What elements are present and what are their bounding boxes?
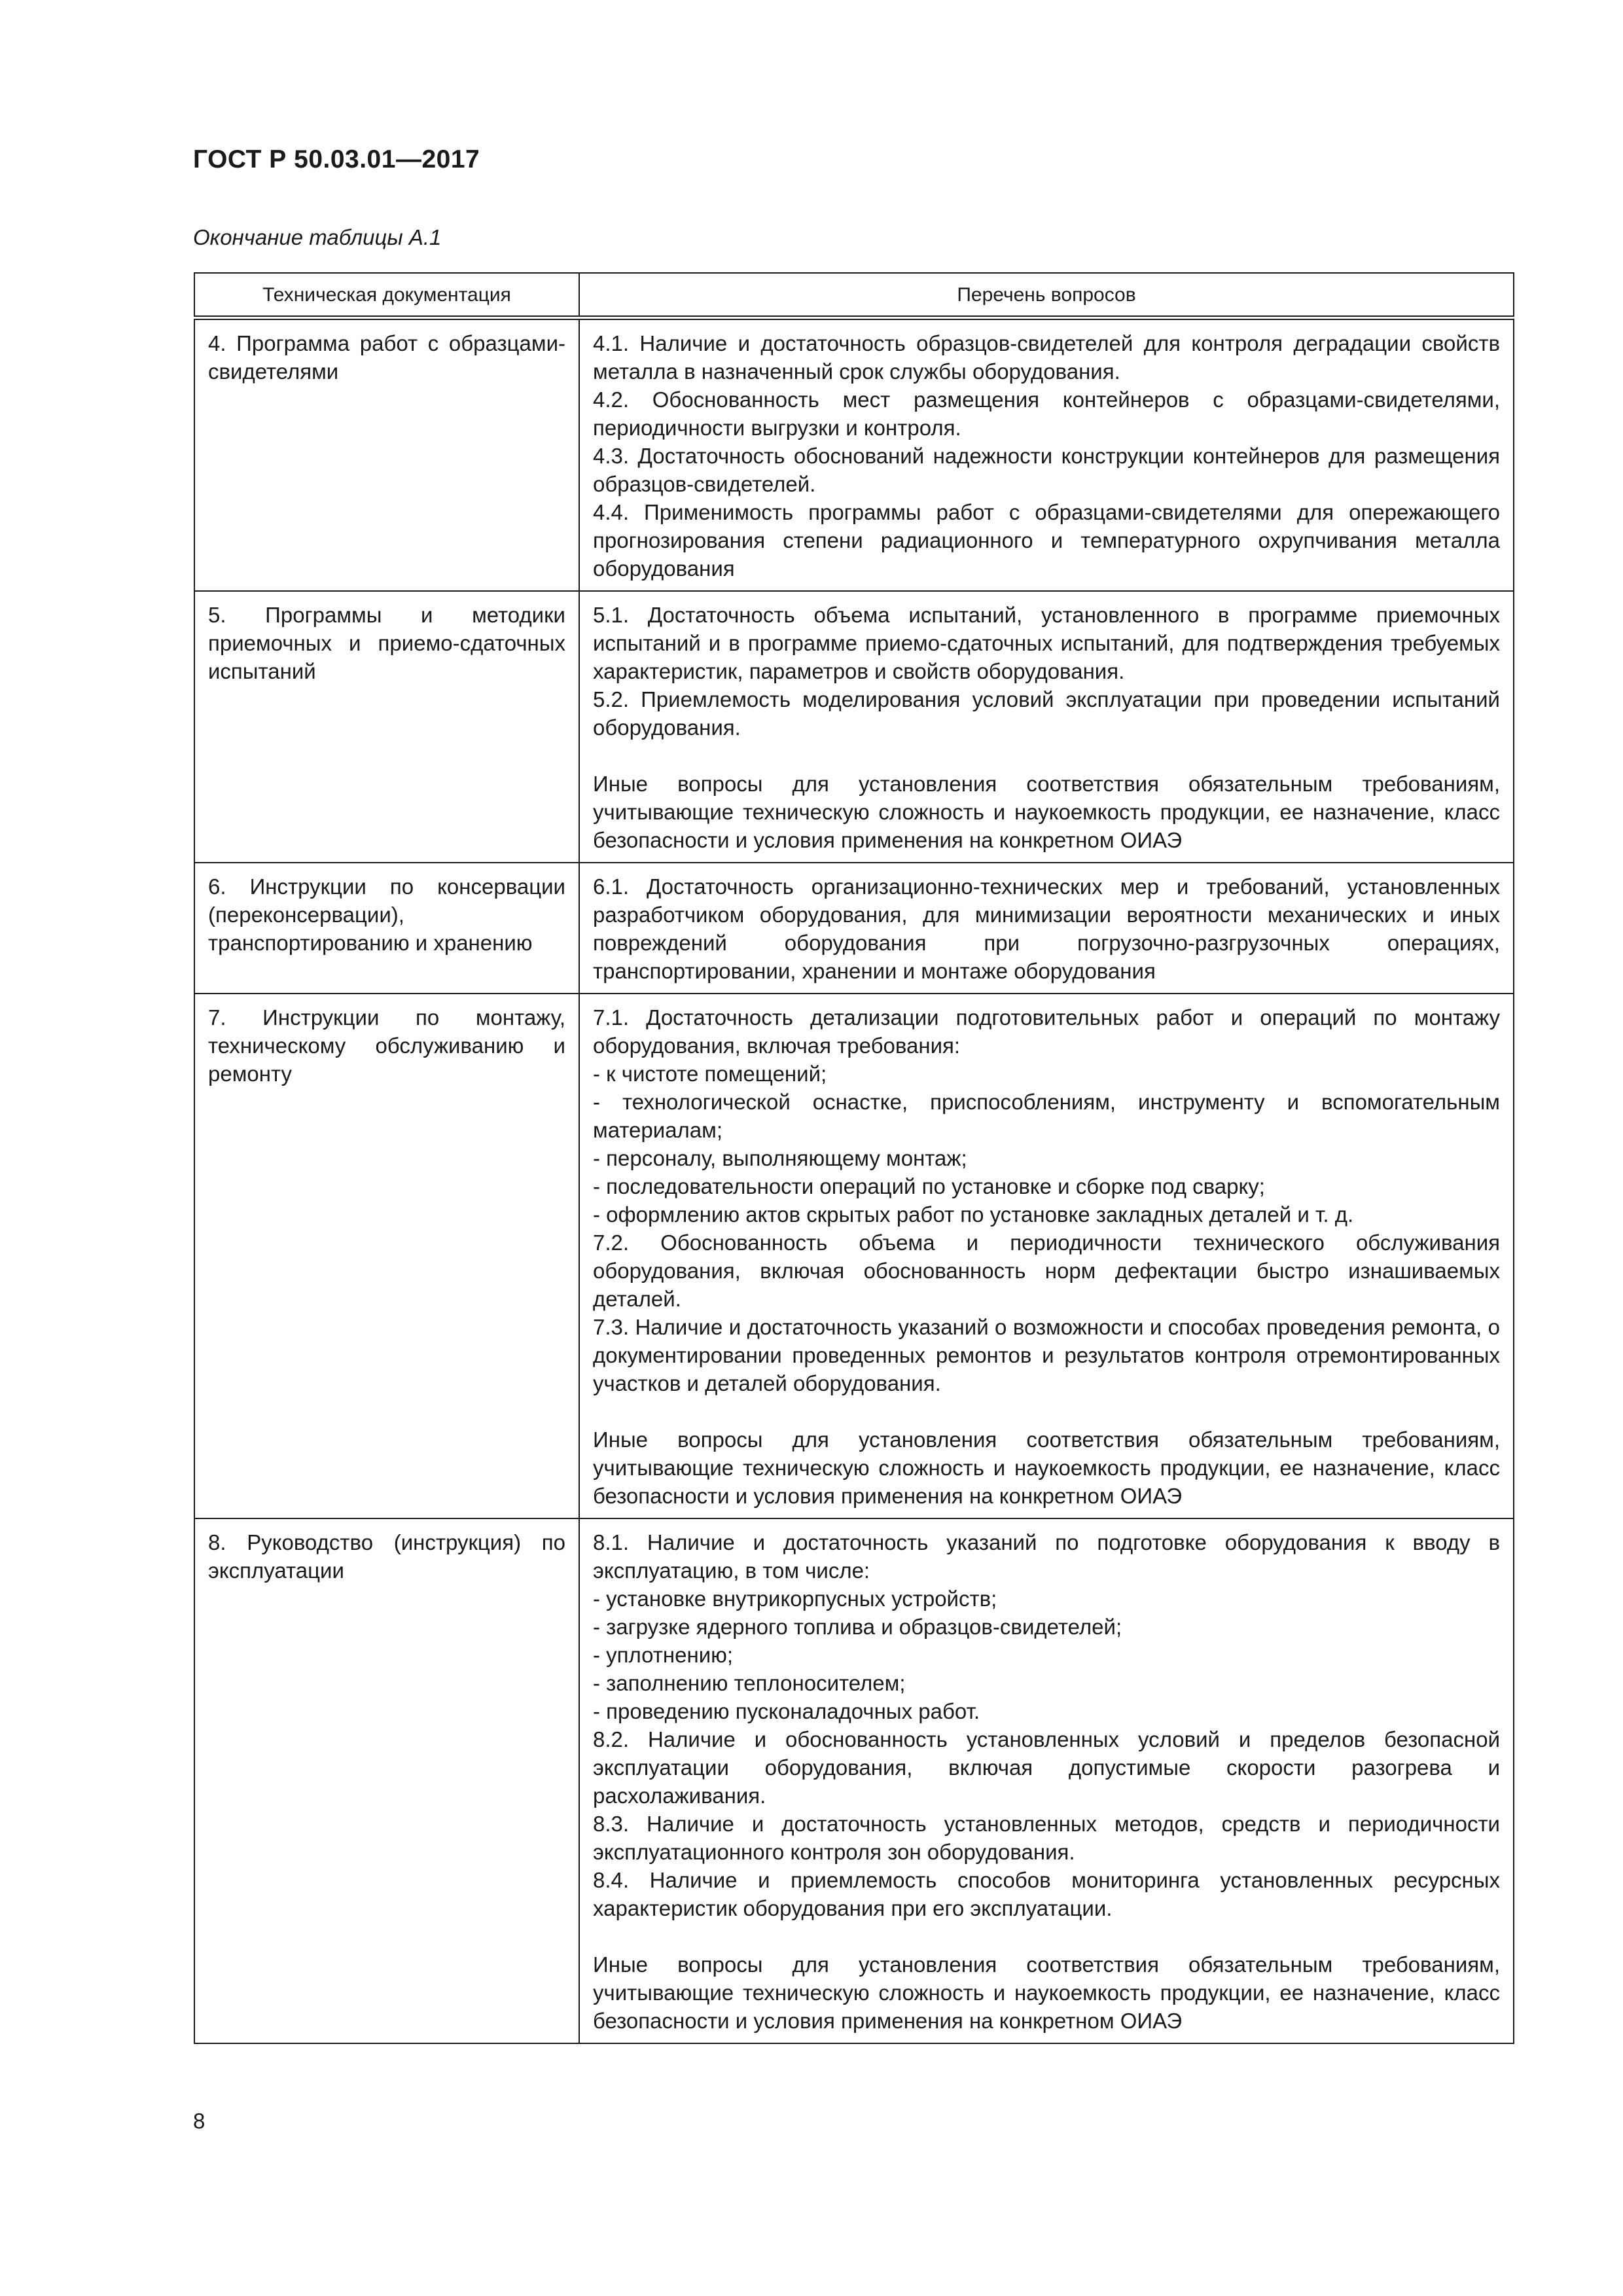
doc-cell: 6. Инструкции по консервации (переконсервации), транспортированию и хранению: [194, 863, 579, 994]
doc-cell: 4. Программа работ с образцами-свидетелями: [194, 318, 579, 592]
question-subitem: - персоналу, выполняющему монтаж;: [593, 1146, 967, 1170]
question-item: 7.3. Наличие и достаточность указаний о возможности и способах проведения ремонта, о документировании проведенных ремонтов и результатов контроля отремонтированных участков и деталей оборудования.: [593, 1315, 1500, 1395]
other-questions-note: Иные вопросы для установления соответствия обязательным требованиям, учитывающие техническую сложность и наукоемкость продукции, ее назначение, класс безопасности и условия применения на конкретном ОИАЭ: [593, 772, 1500, 852]
document-code: ГОСТ Р 50.03.01—2017: [193, 145, 480, 173]
paragraph-gap: [593, 742, 1500, 770]
question-item: 7.2. Обоснованность объема и периодичности технического обслуживания оборудования, включая обоснованность норм дефектации быстро изнашиваемых деталей.: [593, 1230, 1500, 1311]
question-item: 8.2. Наличие и обоснованность установленных условий и пределов безопасной эксплуатации оборудования, включая допустимые скорости разогрева и расхолаживания.: [593, 1727, 1500, 1808]
paragraph-gap: [593, 1922, 1500, 1950]
other-questions-note: Иные вопросы для установления соответствия обязательным требованиям, учитывающие техническую сложность и наукоемкость продукции, ее назначение, класс безопасности и условия применения на конкретном ОИАЭ: [593, 1952, 1500, 2033]
table-header-row: [194, 273, 1514, 318]
questions-cell: [579, 863, 1514, 994]
question-subitem: - загрузке ядерного топлива и образцов-свидетелей;: [593, 1615, 1122, 1639]
doc-cell: 5. Программы и методики приемочных и приемо-сдаточных испытаний: [194, 591, 579, 863]
table-row: [194, 318, 1514, 592]
doc-cell: 7. Инструкции по монтажу, техническому обслуживанию и ремонту: [194, 994, 579, 1518]
question-item: 4.1. Наличие и достаточность образцов-свидетелей для контроля деградации свойств металла в назначенный срок службы оборудования.: [593, 331, 1500, 384]
question-item: 8.3. Наличие и достаточность установленных методов, средств и периодичности эксплуатационного контроля зон оборудования.: [593, 1812, 1500, 1864]
question-item: 4.4. Применимость программы работ с образцами-свидетелями для опережающего прогнозирования степени радиационного и температурного охрупчивания металла оборудования: [593, 500, 1500, 581]
question-subitem: - последовательности операций по установке и сборке под сварку;: [593, 1174, 1265, 1198]
other-questions-note: Иные вопросы для установления соответствия обязательным требованиям, учитывающие техническую сложность и наукоемкость продукции, ее назначение, класс безопасности и условия применения на конкретном ОИАЭ: [593, 1427, 1500, 1508]
questions-cell: [579, 591, 1514, 863]
paragraph-gap: [593, 1397, 1500, 1426]
question-item: 4.2. Обоснованность мест размещения контейнеров с образцами-свидетелями, периодичности выгрузки и контроля.: [593, 387, 1500, 440]
table-row: [194, 863, 1514, 994]
question-subitem: - к чистоте помещений;: [593, 1062, 827, 1086]
questions-cell: [579, 318, 1514, 592]
questions-cell: [579, 994, 1514, 1518]
question-subitem: - технологической оснастке, приспособлениям, инструменту и вспомогательным материалам;: [593, 1090, 1500, 1142]
question-item: 5.1. Достаточность объема испытаний, установленного в программе приемочных испытаний и в программе приемо-сдаточных испытаний, для подтверждения требуемых характеристик, параметров и свойств оборудования.: [593, 603, 1500, 683]
question-item: 8.1. Наличие и достаточность указаний по подготовке оборудования к вводу в эксплуатацию, в том числе:: [593, 1530, 1500, 1583]
page-number: 8: [193, 2109, 205, 2133]
table-caption: Окончание таблицы А.1: [193, 225, 442, 249]
question-subitem: - уплотнению;: [593, 1643, 734, 1667]
table-row: [194, 1518, 1514, 2043]
question-item: 4.3. Достаточность обоснований надежности конструкции контейнеров для размещения образцов-свидетелей.: [593, 444, 1500, 496]
table-row: [194, 994, 1514, 1518]
question-subitem: - проведению пусконаладочных работ.: [593, 1699, 980, 1723]
question-item: 6.1. Достаточность организационно-технических мер и требований, установленных разработчиком оборудования, для минимизации вероятности механических и иных повреждений оборудования при погрузочно-разгрузочных операциях, транспортировании, хранении и монтаже оборудования: [593, 874, 1500, 983]
questions-cell: [579, 1518, 1514, 2043]
question-subitem: - установке внутрикорпусных устройств;: [593, 1587, 997, 1611]
column-header-documentation: Техническая документация: [194, 273, 579, 318]
question-item: 5.2. Приемлемость моделирования условий эксплуатации при проведении испытаний оборудования.: [593, 687, 1500, 740]
question-item: 8.4. Наличие и приемлемость способов мониторинга установленных ресурсных характеристик оборудования при его эксплуатации.: [593, 1868, 1500, 1920]
requirements-table: [194, 272, 1514, 2044]
question-item: 7.1. Достаточность детализации подготовительных работ и операций по монтажу оборудования, включая требования:: [593, 1005, 1500, 1058]
doc-cell: 8. Руководство (инструкция) по эксплуатации: [194, 1518, 579, 2043]
table-row: [194, 591, 1514, 863]
question-subitem: - оформлению актов скрытых работ по установке закладных деталей и т. д.: [593, 1202, 1354, 1227]
question-subitem: - заполнению теплоносителем;: [593, 1671, 906, 1695]
column-header-questions: Перечень вопросов: [579, 273, 1514, 318]
